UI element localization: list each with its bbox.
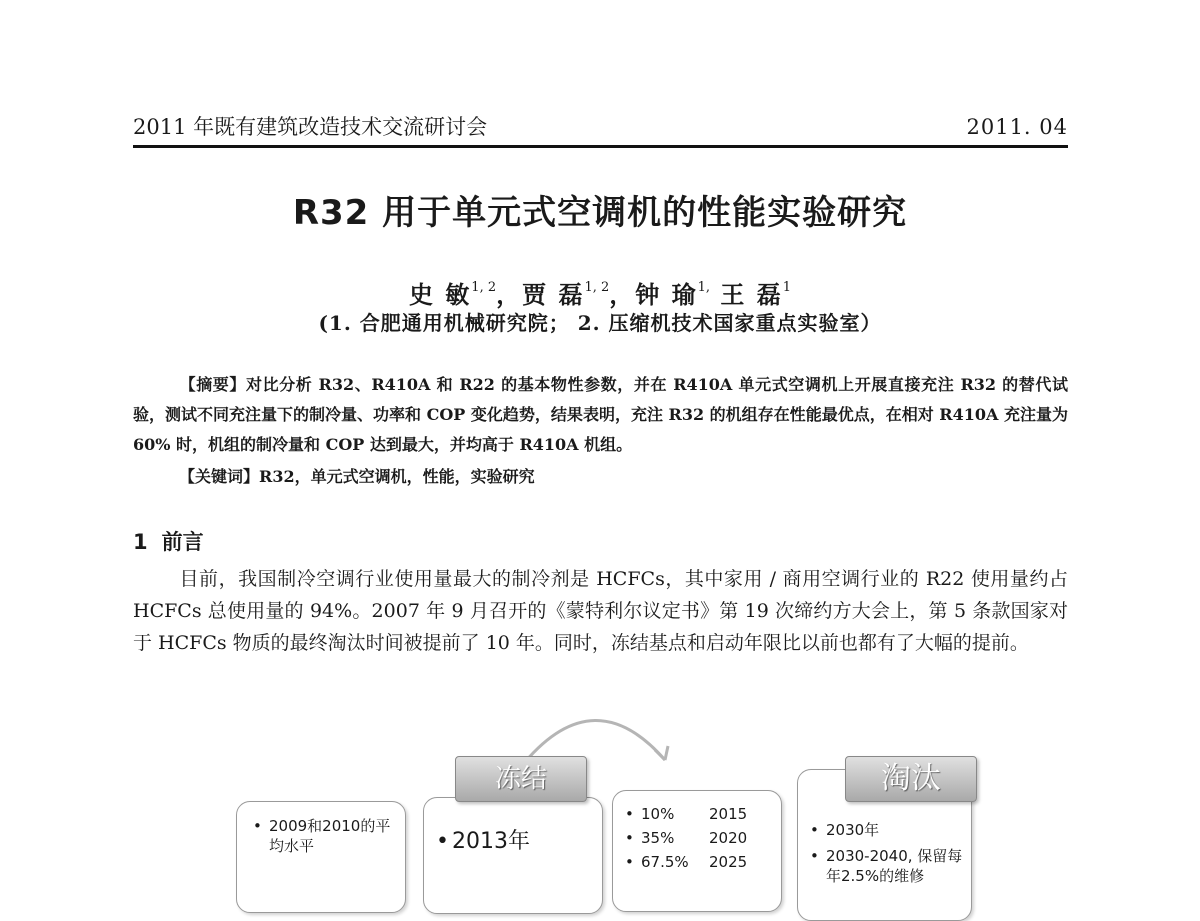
abstract-text: 对比分析 R32、R410A 和 R22 的基本物性参数，并在 R410A 单元式空调机上开展直接充注 R32 的替代试验，测试不同充注量下的制冷量、功率和 COP 变化趋势，结果表明，充注 R32 的机组存在性能最优点，在相对 R410A 充注量为 60% 时，机组的制冷量和 COP 达到最大，并均高于 R410A 机组。 <box>133 375 1068 454</box>
conference-name: 2011 年既有建筑改造技术交流研讨会 <box>133 115 488 139</box>
paragraph-text: 目前，我国制冷空调行业使用量最大的制冷剂是 HCFCs，其中家用 / 商用空调行业的 R22 使用量约占 HCFCs 总使用量的 94%。2007 年 9 月召开的《蒙特利尔议定书》第 19 次缔约方大会上，第 5 条款国家对于 HCFCs 物质的最终淘汰时间被提前了 10 年。同时，冻结基点和启动年限比以前也都有了大幅的提前。 <box>133 568 1068 654</box>
abstract-label: 【摘要】 <box>179 375 246 394</box>
hcfc-timeline-figure <box>0 700 1200 885</box>
author-name: 王 磊 <box>720 280 783 309</box>
reduction-percent: 67.5% <box>641 853 689 871</box>
affiliations: (1. 合肥通用机械研究院； 2. 压缩机技术国家重点实验室） <box>318 311 882 335</box>
list-item <box>625 851 786 873</box>
author-affiliation-mark: 1 <box>782 280 792 295</box>
reduction-percent: 10% <box>641 805 675 823</box>
freeze-label: 冻结 <box>455 756 587 802</box>
keywords <box>133 462 1068 492</box>
keywords-label: 【关键词】 <box>179 467 260 486</box>
freeze-year-box <box>423 797 603 914</box>
header-rule <box>133 145 1068 148</box>
reduction-year: 2025 <box>709 853 748 871</box>
author-affiliation-mark: 1, 2 <box>584 280 610 295</box>
keywords-text: R32，单元式空调机，性能，实验研究 <box>259 467 535 486</box>
author-name: 贾 磊 <box>522 280 585 309</box>
abstract <box>133 370 1068 460</box>
list-item: • 2030年 <box>810 820 976 840</box>
list-item <box>625 827 786 849</box>
author-name: 钟 瑜 <box>635 280 698 309</box>
running-header <box>133 112 1068 142</box>
issue-date: 2011. 04 <box>966 115 1068 139</box>
author-affiliation-mark: 1, <box>697 280 711 295</box>
body-paragraph <box>133 563 1068 659</box>
author-affiliation-mark: 1, 2 <box>471 280 497 295</box>
reduction-year: 2015 <box>709 805 748 823</box>
section-title: 前言 <box>161 530 204 554</box>
section-number: 1 <box>133 530 148 554</box>
author-list: 史 敏$^{1, 2}$，贾 磊$^{1, 2}$，钟 瑜$^{1,}$ 王 磊$^1$ <box>408 280 792 309</box>
list-item: • 2013年 <box>436 828 530 856</box>
section-heading <box>133 527 204 557</box>
list-item: • 2009和2010的平均水平 <box>253 816 405 856</box>
reduction-year: 2020 <box>709 829 748 847</box>
paper-title: R32 用于单元式空调机的性能实验研究 <box>292 193 908 233</box>
list-item: • 2030-2040, 保留每年2.5%的维修 <box>810 846 976 886</box>
phaseout-label: 淘汰 <box>845 756 977 802</box>
reduction-percent: 35% <box>641 829 675 847</box>
reduction-schedule-box <box>612 790 782 912</box>
author-name: 史 敏 <box>408 280 472 309</box>
list-item <box>625 803 786 825</box>
baseline-box <box>236 801 406 913</box>
